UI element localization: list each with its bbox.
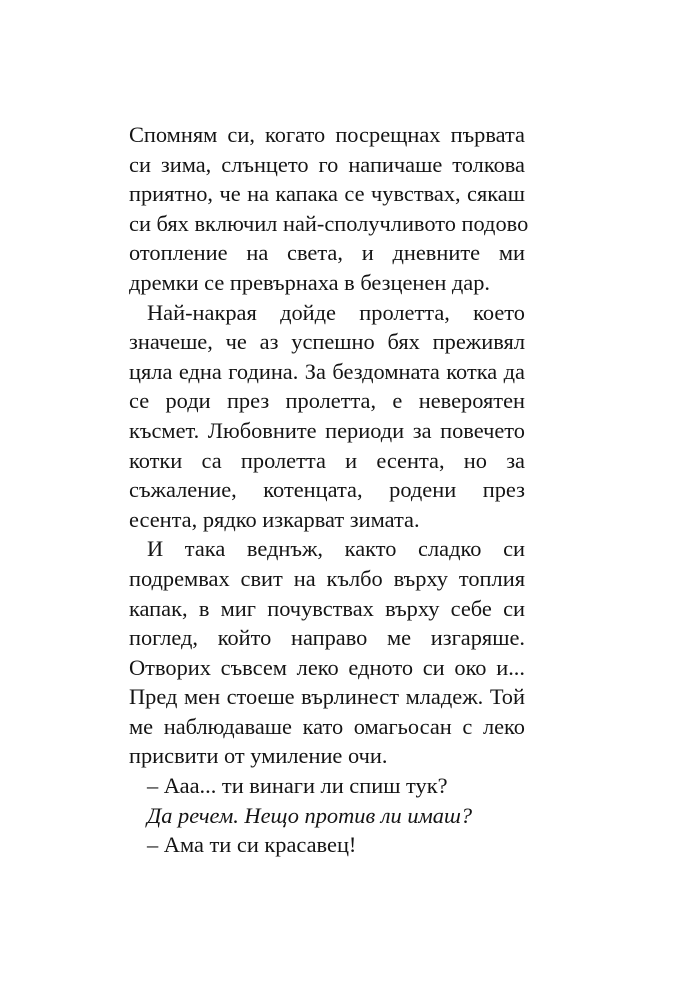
text-line: съжаление, котенцата, родени през bbox=[129, 477, 525, 503]
text-line: И така веднъж, както сладко си bbox=[147, 536, 525, 562]
text-line: капак, в миг почувствах върху себе си bbox=[129, 595, 525, 621]
text-line: дремки се превърнаха в безценен дар. bbox=[129, 269, 491, 295]
dialogue-line bbox=[129, 771, 525, 801]
text-line: Най-накрая дойде пролетта, което bbox=[147, 299, 525, 325]
text-line: Пред мен стоеше върлинест младеж. Той bbox=[129, 684, 525, 710]
text-line: – Ааа... ти винаги ли спиш тук? bbox=[147, 773, 448, 799]
paragraph bbox=[129, 298, 525, 535]
text-line: поглед, който направо ме изгаряше. bbox=[129, 625, 525, 651]
text-line: отопление на света, и дневните ми bbox=[129, 240, 525, 266]
paragraph bbox=[129, 534, 525, 771]
text-line: късмет. Любовните периоди за повечето bbox=[129, 417, 525, 443]
text-line: ме наблюдаваше като омагьосан с леко bbox=[129, 713, 525, 739]
text-line: подремвах свит на кълбо върху топлия bbox=[129, 565, 525, 591]
text-line: се роди през пролетта, е невероятен bbox=[129, 388, 525, 414]
text-line: си бях включил най-сполучливото подово bbox=[129, 210, 529, 236]
text-line: си зима, слънцето го напичаше толкова bbox=[129, 151, 525, 177]
text-line: значеше, че аз успешно бях преживял bbox=[129, 329, 525, 355]
inner-thought bbox=[129, 801, 525, 831]
dialogue-line bbox=[129, 830, 525, 860]
paragraph bbox=[129, 120, 529, 298]
text-line: есента, рядко изкарват зимата. bbox=[129, 506, 420, 532]
text-line: присвити от умиление очи. bbox=[129, 743, 388, 769]
text-line: котки са пролетта и есента, но за bbox=[129, 447, 525, 473]
text-line: Да речем. Нещо против ли имаш? bbox=[147, 802, 473, 828]
text-line: Отворих съвсем леко едното си око и... bbox=[129, 654, 525, 680]
text-line: Спомням си, когато посрещнах първата bbox=[129, 122, 525, 147]
page-text bbox=[129, 120, 529, 860]
text-line: цяла една година. За бездомната котка да bbox=[129, 358, 525, 384]
text-line: – Ама ти си красавец! bbox=[147, 832, 357, 858]
text-line: приятно, че на капака се чувствах, сякаш bbox=[129, 181, 525, 207]
